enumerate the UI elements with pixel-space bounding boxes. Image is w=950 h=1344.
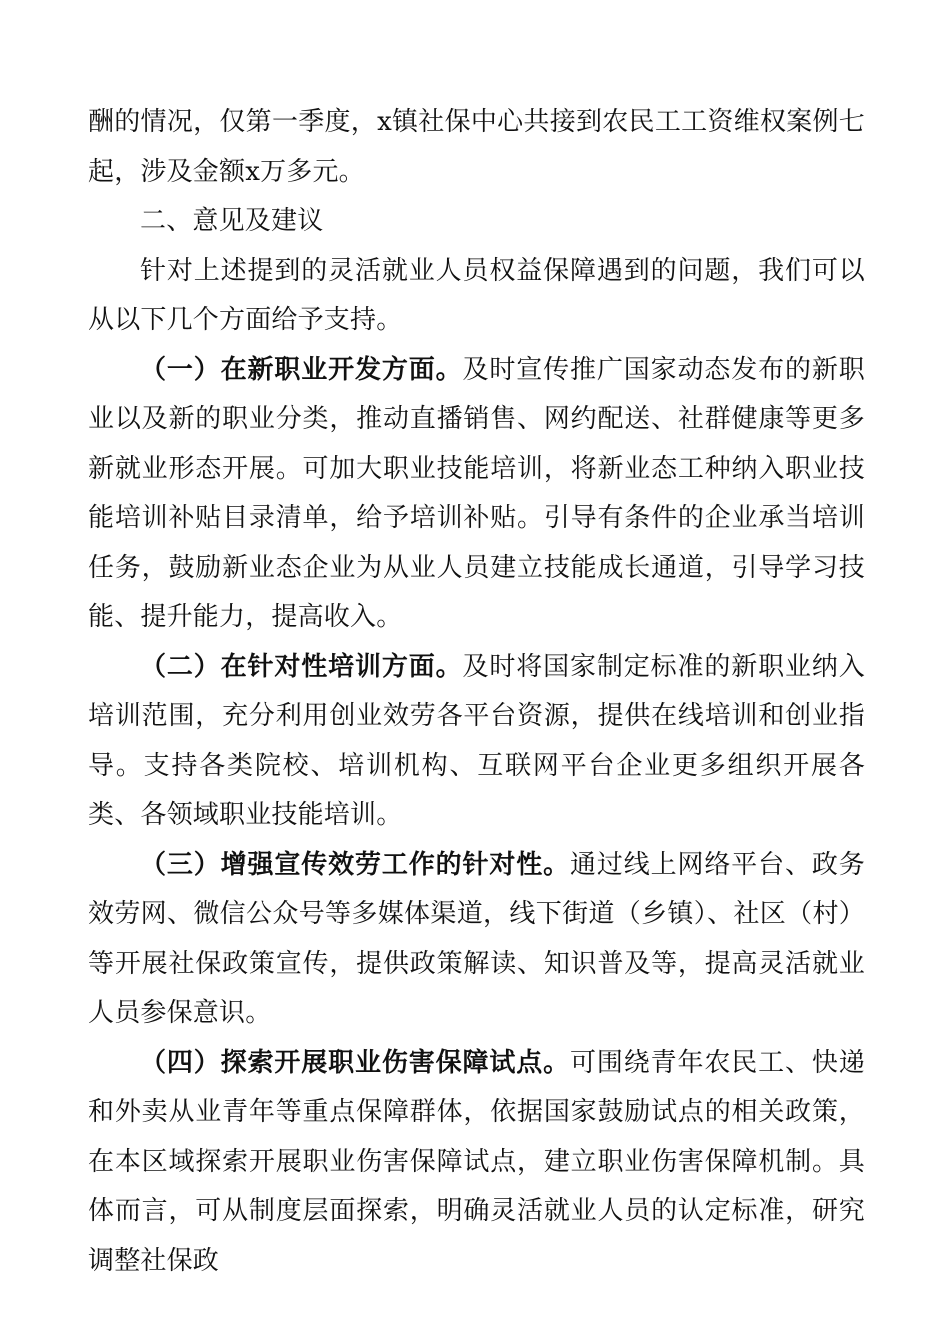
item-2-lead: （二）在针对性培训方面。: [140, 651, 463, 682]
paragraph-intro: 针对上述提到的灵活就业人员权益保障遇到的问题，我们可以从以下几个方面给予支持。: [88, 255, 865, 335]
paragraph-item-3: [88, 841, 865, 1039]
section-heading: 二、意见及建议: [140, 206, 324, 236]
item-4-text: 可围绕青年农民工、快递和外卖从业青年等重点保障群体，依据国家鼓励试点的相关政策，在本区域探索开展职业伤害保障试点，建立职业伤害保障机制。具体而言，可从制度层面探索，明确灵活就业人员的认定标准，研究调整社保政: [88, 1047, 865, 1276]
item-2-text: 及时将国家制定标准的新职业纳入培训范围，充分利用创业效劳各平台资源，提供在线培训和创业指导。支持各类院校、培训机构、互联网平台企业更多组织开展各类、各领域职业技能培训。: [88, 651, 865, 830]
item-3-lead: （三）增强宣传效劳工作的针对性。: [140, 849, 571, 880]
item-4-lead: （四）探索开展职业伤害保障试点。: [140, 1047, 571, 1078]
item-3-text: 通过线上网络平台、政务效劳网、微信公众号等多媒体渠道，线下街道（乡镇）、社区（村）等开展社保政策宣传，提供政策解读、知识普及等，提高灵活就业人员参保意识。: [88, 849, 865, 1028]
document-body: [88, 98, 865, 1286]
paragraph-continuation: 酬的情况，仅第一季度，x镇社保中心共接到农民工工资维权案例七起，涉及金额x万多元。: [88, 107, 865, 187]
item-1-text: 及时宣传推广国家动态发布的新职业以及新的职业分类，推动直播销售、网约配送、社群健康等更多新就业形态开展。可加大职业技能培训，将新业态工种纳入职业技能培训补贴目录清单，给予培训补贴。引导有条件的企业承当培训任务，鼓励新业态企业为从业人员建立技能成长通道，引导学习技能、提升能力，提高收入。: [88, 354, 865, 632]
paragraph-item-4: [88, 1039, 865, 1287]
item-1-lead: （一）在新职业开发方面。: [140, 354, 463, 385]
paragraph-item-1: [88, 346, 865, 643]
paragraph-item-2: [88, 643, 865, 841]
